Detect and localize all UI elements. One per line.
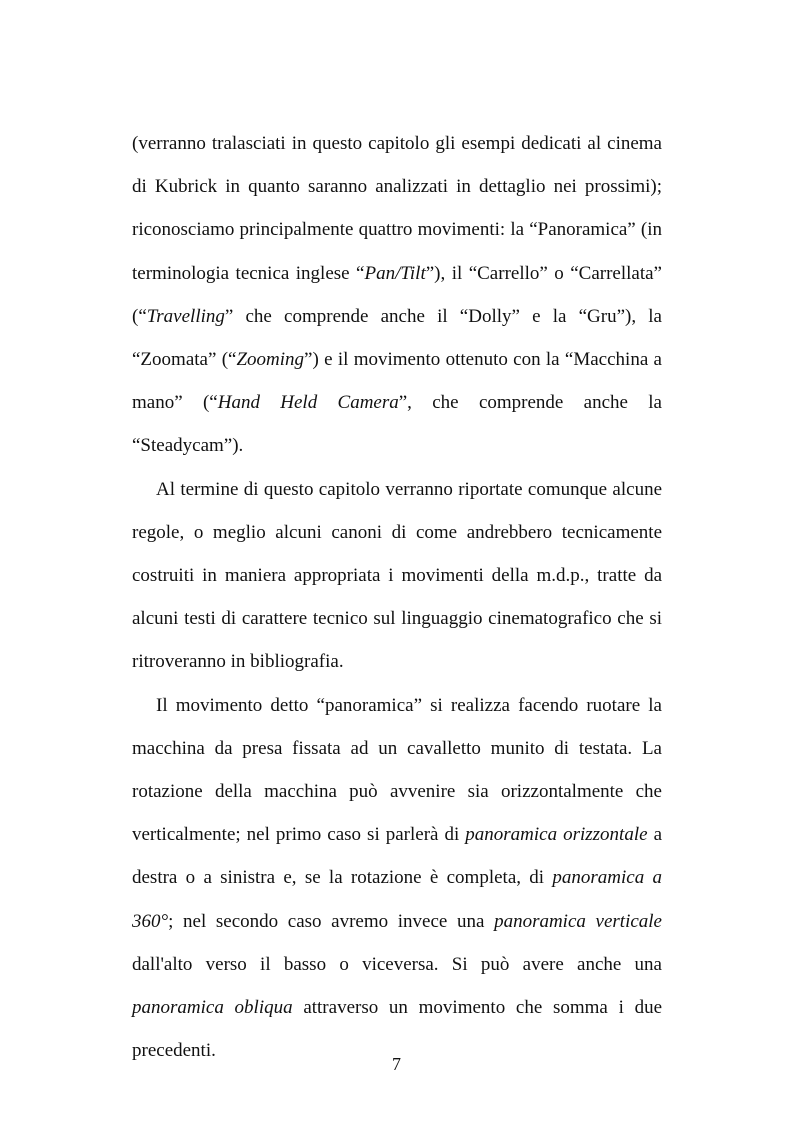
italic-term: Travelling (146, 305, 225, 327)
page-body (132, 122, 662, 1072)
italic-term: panoramica orizzontale (465, 824, 648, 846)
italic-term: Hand Held Camera (217, 392, 399, 414)
italic-term: panoramica verticale (494, 910, 662, 932)
paragraph-panoramica: Il movimento detto “panoramica” si realizza facendo ruotare la macchina da presa fissata ad un cavalletto munito di testata. La rotazione della macchina può avvenire sia orizzontalmente che verticalmente; nel primo caso si parlerà di panoramica orizzontale a destra o a sinistra e, se la rotazione è completa, di panoramica a 360°; nel secondo caso avremo invece una panoramica verticale dall'alto verso il basso o viceversa. Si può avere anche una panoramica obliqua attraverso un movimento che somma i due precedenti. (132, 694, 663, 1062)
paragraph-rules-note: Al termine di questo capitolo verranno riportate comunque alcune regole, o meglio alcuni canoni di come andrebbero tecnicamente costruiti in maniera appropriata i movimenti della m.d.p., tratte da alcuni testi di carattere tecnico sul linguaggio cinematografico che si ritroveranno in bibliografia. (132, 478, 662, 673)
italic-term: panoramica obliqua (132, 997, 293, 1019)
page-number: 7 (392, 1054, 401, 1074)
italic-term: panoramica a 360° (132, 867, 662, 932)
italic-term: Zooming (236, 349, 305, 371)
italic-term: Pan/Tilt (364, 262, 426, 284)
paragraph-movements-intro: (verranno tralasciati in questo capitolo gli esempi dedicati al cinema di Kubrick in quanto saranno analizzati in dettaglio nei prossimi); riconosciamo principalmente quattro movimenti: la “Panoramica” (in terminologia tecnica inglese “Pan/Tilt”), il “Carrello” o “Carrellata” (“Travelling” che comprende anche il “Dolly” e la “Gru”), la “Zoomata” (“Zooming”) e il movimento ottenuto con la “Macchina a mano” (“Hand Held Camera”, che comprende anche la “Steadycam”). (132, 133, 662, 457)
